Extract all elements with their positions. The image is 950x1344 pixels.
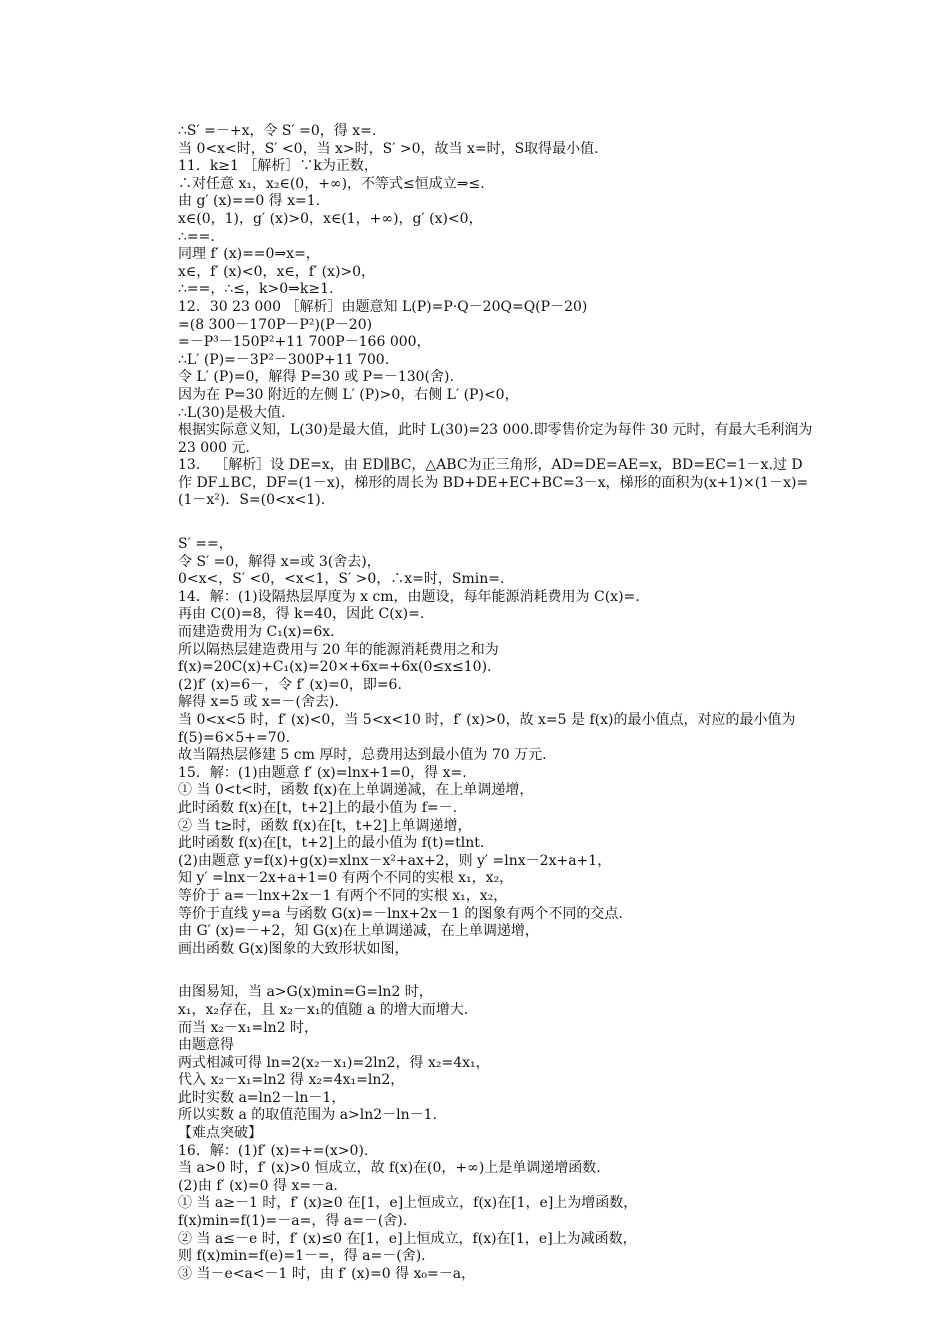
text-line: 同理 f′ (x)==0⇒x=， — [178, 246, 320, 263]
text-line: (2)f′ (x)=6－，令 f′ (x)=0，即=6. — [178, 676, 402, 693]
text-line: 12．30 23 000 ［解析］由题意知 L(P)=P·Q－20Q=Q(P－20) — [178, 298, 588, 315]
text-line: (2)由 f′ (x)=0 得 x=－a. — [178, 1177, 338, 1194]
text-line: =－P³－150P²+11 700P－166 000， — [178, 334, 431, 351]
text-line: 根据实际意义知，L(30)是最大值，此时 L(30)=23 000.即零售价定为每件 30 元时，有最大毛利润为 23 000 元. — [178, 422, 813, 456]
text-line: 由 G′ (x)=－+2，知 G(x)在上单调递减，在上单调递增， — [178, 923, 539, 940]
text-line: ∴对任意 x₁，x₂∈(0，+∞)，不等式≤恒成立⇒≤. — [178, 175, 485, 192]
text-line: 等价于直线 y=a 与函数 G(x)=－lnx+2x－1 的图象有两个不同的交点. — [178, 905, 623, 922]
solution-text — [178, 123, 814, 1283]
text-line: 故当隔热层修建 5 cm 厚时，总费用达到最小值为 70 万元. — [178, 747, 547, 764]
section-heading: 【难点突破】 — [178, 1125, 262, 1142]
text-line: 则 f(x)min=f(e)=1－=，得 a=－(舍). — [178, 1248, 426, 1265]
text-line: 而当 x₂－x₁=ln2 时， — [178, 1019, 319, 1036]
text-line: 由图易知，当 a>G(x)min=G=ln2 时， — [178, 984, 433, 1001]
text-line: 而建造费用为 C₁(x)=6x. — [178, 624, 335, 641]
text-line: ∴L′ (P)=－3P²－300P+11 700. — [178, 351, 390, 368]
text-line: ① 当 a≥－1 时，f′ (x)≥0 在[1，e]上恒成立，f(x)在[1，e]上为增函数， — [178, 1195, 638, 1212]
text-line: 此时函数 f(x)在[t，t+2]上的最小值为 f=－. — [178, 799, 458, 816]
text-line: 知 y′ =lnx－2x+a+1=0 有两个不同的实根 x₁，x₂， — [178, 870, 514, 887]
text-line: 0<x<，S′ <0，<x<1，S′ >0，∴x=时，Smin=. — [178, 571, 505, 588]
text-line: 所以实数 a 的取值范围为 a>ln2－ln－1. — [178, 1107, 438, 1124]
text-line: 因为在 P=30 附近的左侧 L′ (P)>0，右侧 L′ (P)<0， — [178, 386, 519, 403]
text-line: ∴L(30)是极大值. — [178, 404, 286, 421]
text-line: 由题意得 — [178, 1037, 234, 1054]
text-line: 等价于 a=－lnx+2x－1 有两个不同的实根 x₁，x₂， — [178, 887, 508, 904]
blank-line — [178, 958, 814, 984]
text-line: ① 当 0<t<时，函数 f(x)在上单调递减，在上单调递增， — [178, 782, 534, 799]
text-line: 14．解：(1)设隔热层厚度为 x cm，由题设，每年能源消耗费用为 C(x)=. — [178, 588, 640, 605]
text-line: ③ 当－e<a<－1 时，由 f′ (x)=0 得 x₀=－a， — [178, 1265, 476, 1282]
text-line: 令 S′ =0，解得 x=或 3(舍去)， — [178, 553, 381, 570]
blank-line — [178, 510, 814, 536]
text-line: f(x)=20C(x)+C₁(x)=20×+6x=+6x(0≤x≤10). — [178, 659, 492, 676]
text-line: 当 0<x<5 时，f′ (x)<0，当 5<x<10 时，f′ (x)>0，故 x=5 是 f(x)的最小值点，对应的最小值为 f(5)=6×5+=70. — [178, 712, 796, 746]
text-line: 画出函数 G(x)图象的大致形状如图， — [178, 940, 409, 957]
text-line: 所以隔热层建造费用与 20 年的能源消耗费用之和为 — [178, 641, 499, 658]
text-line: x∈(0，1)，g′ (x)>0，x∈(1，+∞)，g′ (x)<0， — [178, 210, 483, 227]
text-line: ② 当 t≥时，函数 f(x)在[t，t+2]上单调递增， — [178, 817, 472, 834]
text-line: (2)由题意 y=f(x)+g(x)=xlnx－x²+ax+2，则 y′ =lnx－2x+a+1， — [178, 852, 612, 869]
text-line: ② 当 a≤－e 时，f′ (x)≤0 在[1，e]上恒成立，f(x)在[1，e]上为减函数， — [178, 1230, 637, 1247]
text-line: 令 L′ (P)=0，解得 P=30 或 P=－130(舍). — [178, 369, 454, 386]
text-line: f(x)min=f(1)=－a=，得 a=－(舍). — [178, 1213, 408, 1230]
text-line: 解得 x=5 或 x=－(舍去). — [178, 694, 339, 711]
text-line: 两式相减可得 ln=2(x₂－x₁)=2ln2，得 x₂=4x₁， — [178, 1054, 490, 1071]
text-line: 13． ［解析］设 DE=x，由 ED∥BC，△ABC为正三角形，AD=DE=AE=x，BD=EC=1－x.过 D作 DF⊥BC，DF=(1－x)，梯形的周长为 BD+DE+EC+BC=3－x，梯形的面积为(x+1)×(1－x)=(1－x²)．S=(0<x<1). — [178, 457, 809, 509]
text-line: 此时函数 f(x)在[t，t+2]上的最小值为 f(t)=tlnt. — [178, 835, 485, 852]
text-line: 当 0<x<时，S′ <0，当 x>时，S′ >0，故当 x=时，S取得最小值. — [178, 140, 599, 157]
text-line: 此时实数 a=ln2－ln－1， — [178, 1089, 346, 1106]
text-line: 11．k≥1 ［解析］∵k为正数， — [178, 158, 378, 175]
text-line: 15．解：(1)由题意 f′ (x)=lnx+1=0，得 x=. — [178, 764, 467, 781]
text-line: S′ ==， — [178, 536, 233, 553]
text-line: 当 a>0 时，f′ (x)>0 恒成立，故 f(x)在(0，+∞)上是单调递增函数. — [178, 1160, 601, 1177]
text-line: ∴==. — [178, 228, 215, 245]
text-line: =(8 300－170P－P²)(P－20) — [178, 316, 373, 333]
text-line: x₁，x₂存在，且 x₂－x₁的值随 a 的增大而增大. — [178, 1001, 469, 1018]
text-line: x∈，f′ (x)<0，x∈，f′ (x)>0， — [178, 263, 376, 280]
text-line: 代入 x₂－x₁=ln2 得 x₂=4x₁=ln2， — [178, 1072, 405, 1089]
text-line: 由 g′ (x)==0 得 x=1. — [178, 193, 321, 210]
text-line: ∴==，∴≤，k>0⇒k≥1. — [178, 281, 334, 298]
text-line: 再由 C(0)=8，得 k=40，因此 C(x)=. — [178, 606, 425, 623]
text-line: 16．解：(1)f′ (x)=+=(x>0). — [178, 1142, 369, 1159]
text-line: ∴S′ =－+x，令 S′ =0，得 x=. — [178, 123, 377, 139]
